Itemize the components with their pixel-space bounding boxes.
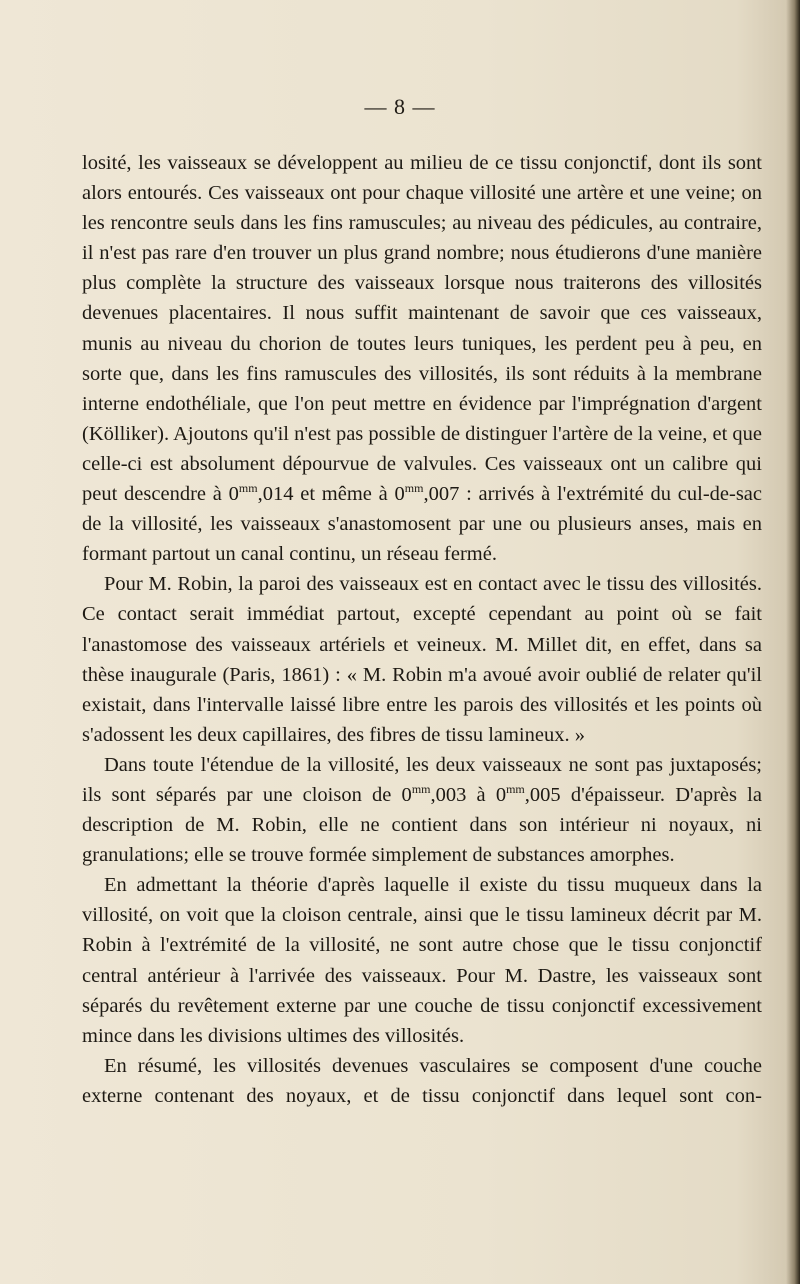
paragraph-1: losité, les vaisseaux se développent au milieu de ce tissu conjonctif, dont ils sont alors entourés. Ces vaisseaux ont pour chaque villosité une artère et une veine; on les rencontre seuls dans les fins ramuscules; au niveau des pédicules, au contraire, il n'est pas rare d'en trouver un plus grand nombre; nous étudierons d'une manière plus complète la structure des vaisseaux lorsque nous traiterons des villosités devenues placentaires. Il nous suffit maintenant de savoir que ces vaisseaux, munis au niveau du chorion de toutes leurs tuniques, les perdent peu à peu, en sorte que, dans les fins ramuscules des villosités, ils sont réduits à la membrane interne endothéliale, que l'on peut mettre en évidence par l'imprégnation d'argent (Kölliker). Ajoutons qu'il n'est pas possible de distinguer l'artère de la veine, et que celle-ci est absolument dépourvue de valvules. Ces vaisseaux ont un calibre qui peut descendre à $0^{mm},014$ et même à $0^{mm},007$ : arrivés à l'extrémité du cul-de-sac de la villosité, les vaisseaux s'anastomosent par une ou plusieurs anses, mais en formant partout un canal continu, un réseau fermé. xyxy=(82,152,763,566)
page-edge-shadow xyxy=(786,0,800,1284)
paragraph-3: Dans toute l'étendue de la villosité, les deux vaisseaux ne sont pas juxtaposés; ils sont séparés par une cloison de $0^{mm},003$ à $0^{mm},005$ d'épaisseur. D'après la description de M. Robin, elle ne contient dans son intérieur ni noyaux, ni granulations; elle se trouve formée simplement de substances amorphes. xyxy=(82,753,762,867)
paragraph-4: En admettant la théorie d'après laquelle il existe du tissu muqueux dans la villosité, on voit que la cloison centrale, ainsi que le tissu lamineux décrit par M. Robin à l'extrémité de la villosité, ne sont autre chose que le tissu conjonctif central antérieur à l'arrivée des vaisseaux. Pour M. Dastre, les vaisseaux sont séparés du revêtement externe par une couche de tissu conjonctif excessivement mince dans les divisions ultimes des villosités. xyxy=(82,874,762,1047)
paragraph-5: En résumé, les villosités devenues vasculaires se composent d'une couche externe contenant des noyaux, et de tissu conjonctif dans lequel sont con- xyxy=(82,1054,762,1107)
paragraph-2: Pour M. Robin, la paroi des vaisseaux est en contact avec le tissu des villosités. Ce contact serait immédiat partout, excepté cependant au point où se fait l'anastomose des vaisseaux artériels et veineux. M. Millet dit, en effet, dans sa thèse inaugurale (Paris, 1861) : « M. Robin m'a avoué avoir oublié de relater qu'il existait, dans l'intervalle laissé libre entre les parois des villosités et les points où s'adossent les deux capillaires, des fibres de tissu lamineux. » xyxy=(82,573,762,746)
page-number: — 8 — xyxy=(364,94,436,119)
body-text xyxy=(82,148,762,1111)
